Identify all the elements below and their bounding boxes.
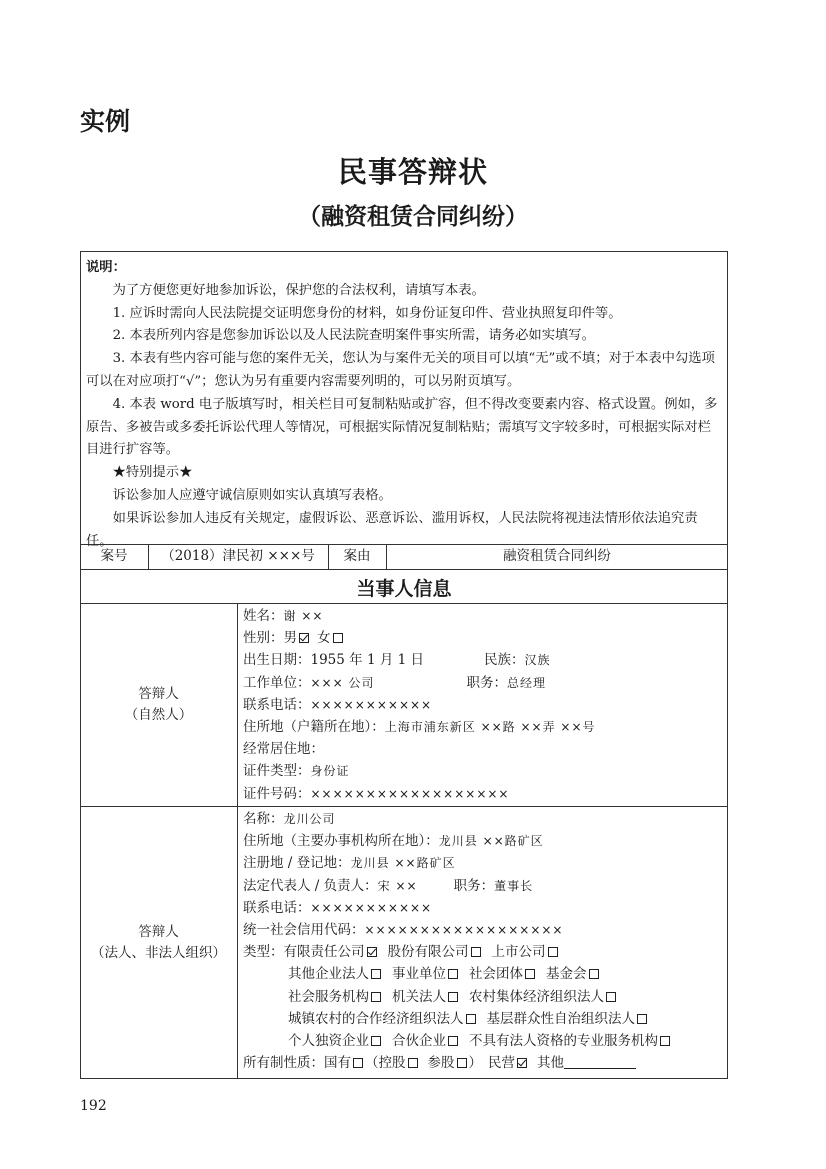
phone-value[interactable]: ××××××××××× xyxy=(310,697,433,712)
id-number-value[interactable]: ×××××××××××××××××× xyxy=(310,786,510,801)
legal-person-label-line1: 答辩人 xyxy=(138,924,179,940)
org-credit-value[interactable]: ×××××××××××××××××× xyxy=(364,922,564,937)
org-address-label: 住所地（主要办事机构所在地）： xyxy=(243,833,439,850)
org-type-option-label: 股份有限公司 xyxy=(387,944,469,961)
legal-person-label xyxy=(80,922,237,964)
org-reg-label: 注册地 / 登记地： xyxy=(243,855,351,872)
org-type-checkbox[interactable] xyxy=(367,947,377,957)
ownership-other-label: 其他 xyxy=(537,1055,564,1072)
ownership-state-checkbox[interactable] xyxy=(353,1058,363,1068)
position-value[interactable]: 总经理 xyxy=(507,675,547,690)
org-type-checkbox[interactable] xyxy=(371,992,381,1002)
ownership-holding-checkbox[interactable] xyxy=(408,1058,418,1068)
ownership-state-label: 国有 xyxy=(324,1055,351,1072)
gender-female-label: 女 xyxy=(317,630,331,647)
address-row xyxy=(243,716,596,738)
org-type-option-label: 基金会 xyxy=(546,966,587,983)
org-type-option-label: 城镇农村的合作经济组织法人 xyxy=(288,1010,464,1027)
org-rep-label: 法定代表人 / 负责人： xyxy=(243,877,378,894)
ownership-share-checkbox[interactable] xyxy=(457,1058,467,1068)
divider xyxy=(80,806,728,807)
name-label: 姓名： xyxy=(243,608,284,624)
legal-person-fields xyxy=(243,808,672,1074)
residence-row xyxy=(243,738,596,760)
gender-female-checkbox[interactable] xyxy=(333,633,343,643)
phone-label: 联系电话： xyxy=(243,696,311,713)
org-name-value[interactable]: 龙川公司 xyxy=(283,812,336,826)
name-value[interactable]: 谢 ×× xyxy=(283,609,324,623)
instruction-item: 1. 应诉时需向人民法院提交证明您身份的材料，如身份证复印件、营业执照复印件等。 xyxy=(112,305,622,321)
work-label: 工作单位： xyxy=(243,674,311,691)
position-label: 职务： xyxy=(466,674,507,691)
org-type-checkbox[interactable] xyxy=(448,1036,458,1046)
org-credit-label: 统一社会信用代码： xyxy=(243,921,365,938)
ownership-private-checkbox[interactable] xyxy=(517,1058,527,1068)
special-tip-heading: ★特别提示★ xyxy=(112,465,193,481)
org-type-checkbox[interactable] xyxy=(606,992,616,1002)
org-type-checkbox[interactable] xyxy=(525,969,535,979)
ownership-label: 所有制性质： xyxy=(243,1055,324,1072)
ownership-holding-label: （控股 xyxy=(365,1055,406,1072)
natural-person-label-line2: （自然人） xyxy=(124,707,193,723)
org-type-checkbox[interactable] xyxy=(660,1036,670,1046)
org-type-row xyxy=(243,1030,672,1052)
ownership-row xyxy=(243,1052,672,1074)
org-credit-row xyxy=(243,919,672,941)
document-title: 民事答辩状 xyxy=(337,155,488,189)
page-number: 192 xyxy=(80,1098,107,1114)
org-type-option-label: 事业单位 xyxy=(392,966,446,983)
tip-line: 如果诉讼参加人违反有关规定，虚假诉讼、恶意诉讼、滥用诉权，人民法院将视违法情形依法追究责任。 xyxy=(86,510,698,549)
gender-male-checkbox[interactable] xyxy=(299,633,309,643)
birth-value[interactable]: 1955 年 1 月 1 日 xyxy=(310,652,424,669)
ethnicity-label: 民族： xyxy=(484,652,525,669)
org-phone-row xyxy=(243,897,672,919)
org-reg-value[interactable]: 龙川县 ××路矿区 xyxy=(350,856,456,871)
id-number-label: 证件号码： xyxy=(243,785,311,802)
org-type-option-label: 农村集体经济组织法人 xyxy=(469,988,604,1005)
residence-label: 经常居住地： xyxy=(243,741,324,758)
org-type-checkbox[interactable] xyxy=(471,947,481,957)
id-type-label: 证件类型： xyxy=(243,763,311,780)
natural-person-label-line1: 答辩人 xyxy=(138,686,179,702)
org-rep-value[interactable]: 宋 ×× xyxy=(377,878,418,893)
org-phone-label: 联系电话： xyxy=(243,899,311,916)
birth-label: 出生日期： xyxy=(243,652,311,669)
natural-person-label xyxy=(80,684,237,726)
org-rep-row xyxy=(243,875,672,897)
org-type-option-label: 不具有法人资格的专业服务机构 xyxy=(469,1032,658,1049)
address-value[interactable]: 上海市浦东新区 ××路 ××弄 ××号 xyxy=(384,719,596,734)
org-reg-row xyxy=(243,852,672,874)
org-type-row xyxy=(243,1008,672,1030)
org-type-checkbox[interactable] xyxy=(448,969,458,979)
example-label: 实例 xyxy=(80,107,131,136)
id-number-row xyxy=(243,783,596,805)
org-type-row xyxy=(243,963,672,985)
instructions-heading: 说明： xyxy=(86,260,126,275)
org-type-option-label: 机关法人 xyxy=(392,988,446,1005)
org-type-option-label: 合伙企业 xyxy=(392,1032,446,1049)
instructions-block xyxy=(86,257,722,553)
birth-row xyxy=(243,649,596,671)
name-row xyxy=(243,605,596,627)
divider xyxy=(80,569,728,570)
org-type-option-label: 基层群众性自治组织法人 xyxy=(486,1010,635,1027)
org-name-label: 名称： xyxy=(243,811,284,827)
work-row xyxy=(243,672,596,694)
instruction-item: 3. 本表有些内容可能与您的案件无关，您认为与案件无关的项目可以填“无”或不填；对于本表中勾选项可以在对应项打“√”；您认为另有重要内容需要列明的，可以另附页填写。 xyxy=(86,351,715,389)
case-number-value[interactable]: （2018）津民初 ×××号 xyxy=(161,548,315,564)
ownership-other-blank[interactable] xyxy=(564,1054,636,1069)
instruction-item: 4. 本表 word 电子版填写时，相关栏目可复制粘贴或扩容，但不得改变要素内容、格式设置。例如，多原告、多被告或多委托诉讼代理人等情况，可根据实际情况复制粘贴；需填写文字较多时，可根据实际对栏目进行扩容等。 xyxy=(86,396,718,458)
org-type-option-label: 其他企业法人 xyxy=(288,966,369,983)
address-label: 住所地（户籍所在地）： xyxy=(243,718,385,735)
work-value[interactable]: ××× 公司 xyxy=(310,675,375,690)
org-type-row xyxy=(243,941,672,963)
org-type-checkbox[interactable] xyxy=(371,969,381,979)
party-section-title: 当事人信息 xyxy=(356,578,452,600)
org-type-checkbox[interactable] xyxy=(637,1014,647,1024)
org-name-row xyxy=(243,808,672,830)
org-type-row xyxy=(243,986,672,1008)
document-subtitle: （融资租赁合同纠纷） xyxy=(298,203,528,230)
org-type-option-label: 有限责任公司 xyxy=(283,944,365,961)
natural-person-fields xyxy=(243,605,596,805)
org-rep-position-label: 职务： xyxy=(453,877,495,894)
org-type-option-label: 社会服务机构 xyxy=(288,988,369,1005)
org-type-label: 类型： xyxy=(243,944,284,961)
ethnicity-value[interactable]: 汉族 xyxy=(524,653,551,668)
tip-line: 诉讼参加人应遵守诚信原则如实认真填写表格。 xyxy=(112,487,392,503)
case-number-label: 案号 xyxy=(100,548,128,564)
id-type-value[interactable]: 身份证 xyxy=(310,764,350,779)
org-type-checkbox[interactable] xyxy=(589,969,599,979)
org-address-row xyxy=(243,830,672,852)
divider xyxy=(237,603,238,1079)
org-type-checkbox[interactable] xyxy=(466,1014,476,1024)
divider xyxy=(80,603,728,604)
ownership-private-label: 民营 xyxy=(488,1055,515,1072)
phone-row xyxy=(243,694,596,716)
org-type-option-label: 上市公司 xyxy=(491,944,546,961)
gender-row xyxy=(243,627,596,649)
case-cause-value[interactable]: 融资租赁合同纠纷 xyxy=(503,548,611,564)
ownership-close-paren: ） xyxy=(468,1055,482,1072)
org-address-value[interactable]: 龙川县 ××路矿区 xyxy=(438,834,544,849)
org-type-checkbox[interactable] xyxy=(548,947,558,957)
id-type-row xyxy=(243,760,596,782)
gender-label: 性别： xyxy=(243,630,284,647)
org-rep-position-value[interactable]: 董事长 xyxy=(494,878,534,893)
ownership-share-label: 参股 xyxy=(427,1055,455,1072)
instruction-item: 2. 本表所列内容是您参加诉讼以及人民法院查明案件事实所需，请务必如实填写。 xyxy=(112,328,595,344)
case-cause-label: 案由 xyxy=(343,548,371,564)
org-type-option-label: 个人独资企业 xyxy=(288,1032,369,1049)
org-phone-value[interactable]: ××××××××××× xyxy=(310,900,433,915)
instructions-intro: 为了方便您更好地参加诉讼，保护您的合法权利，请填写本表。 xyxy=(112,282,485,298)
org-type-option-label: 社会团体 xyxy=(469,966,523,983)
gender-male-label: 男 xyxy=(283,630,297,647)
org-type-checkbox[interactable] xyxy=(448,992,458,1002)
legal-person-label-line2: （法人、非法人组织） xyxy=(91,945,226,961)
org-type-checkbox[interactable] xyxy=(371,1036,381,1046)
